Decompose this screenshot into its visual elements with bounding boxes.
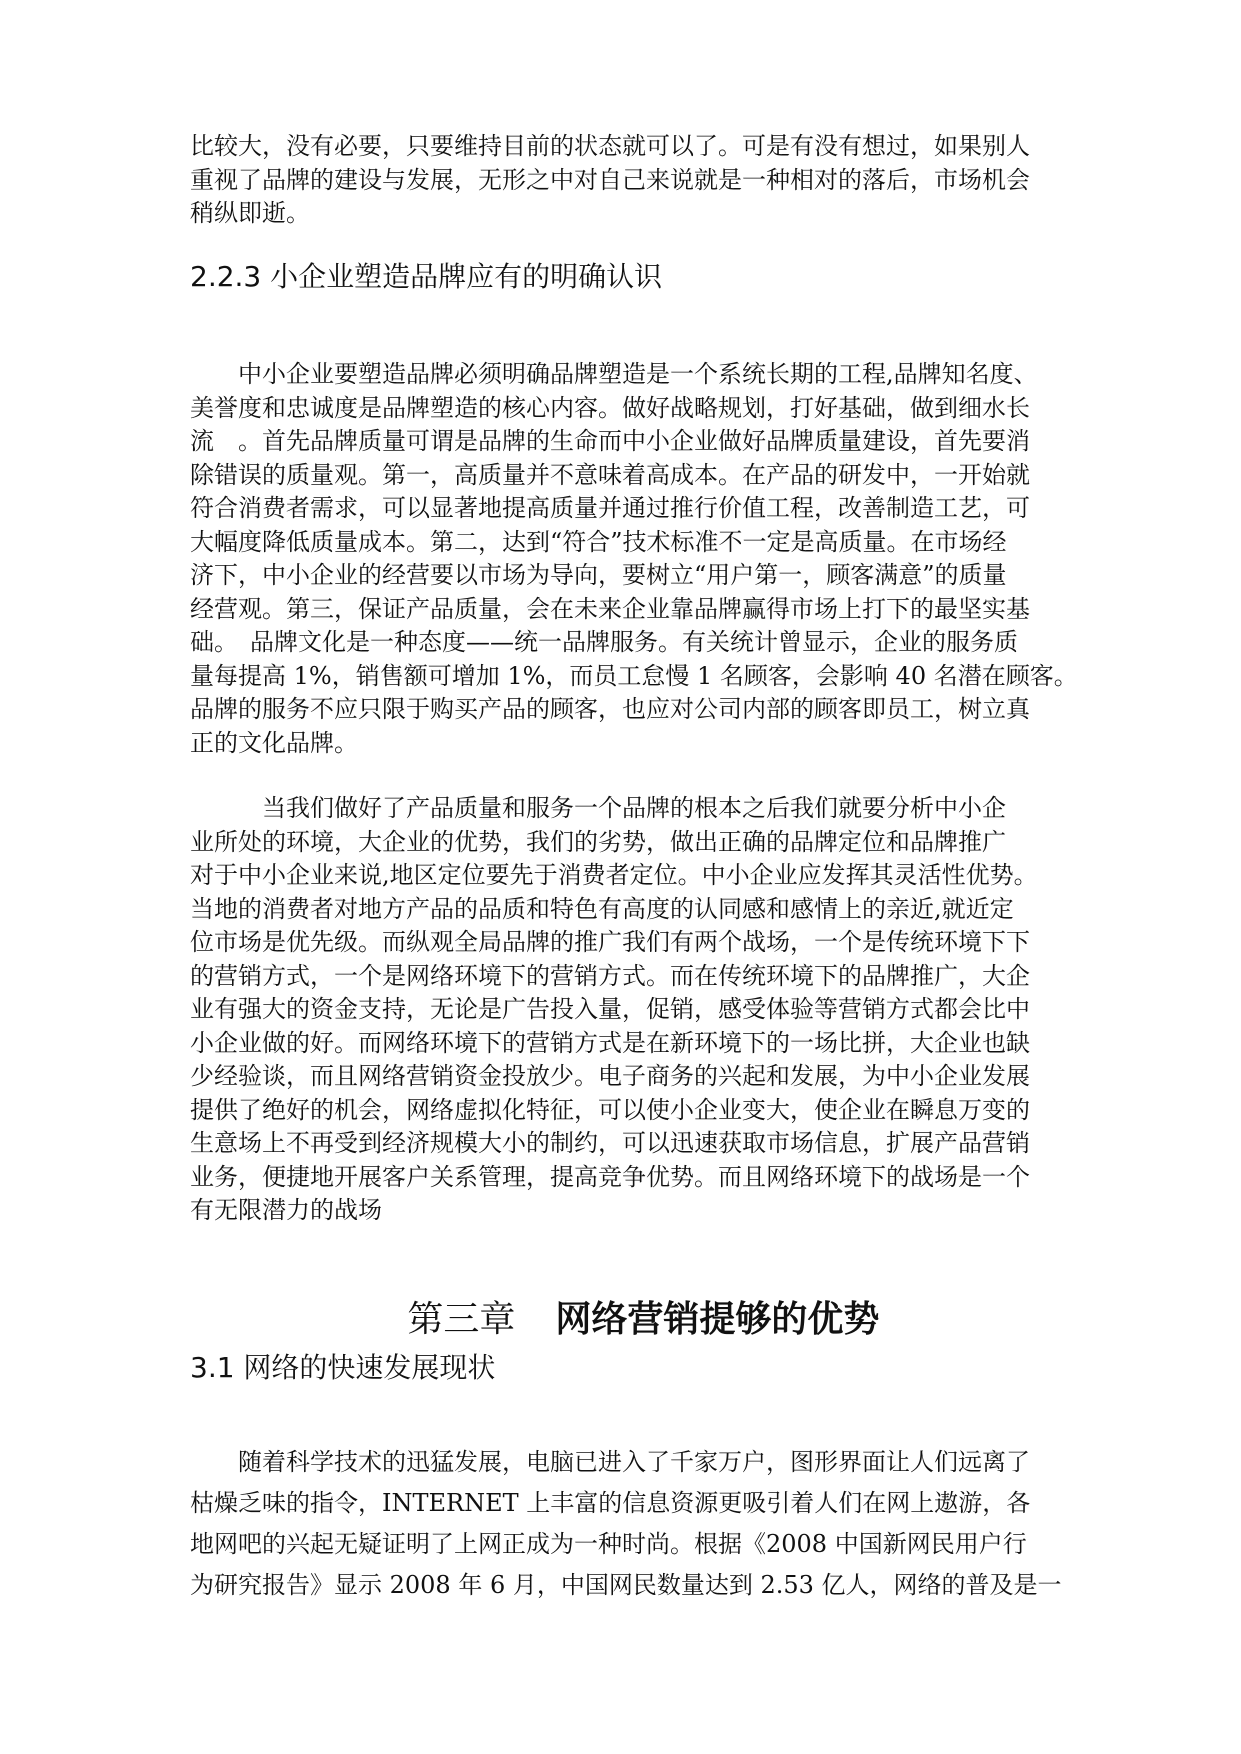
text-line: 小企业做的好。而网络环境下的营销方式是在新环境下的一场比拼，大企业也缺 — [190, 1028, 1030, 1057]
text-line: 品牌的服务不应只限于购买产品的顾客，也应对公司内部的顾客即员工，树立真 — [190, 695, 1030, 723]
text-line: 生意场上不再受到经济规模大小的制约，可以迅速获取市场信息，扩展产品营销 — [190, 1129, 1030, 1157]
text-line: 业有强大的资金支持，无论是广告投入量，促销，感受体验等营销方式都会比中 — [190, 995, 1030, 1023]
text-line: 当地的消费者对地方产品的品质和特色有高度的认同感和感情上的亲近,就近定 — [190, 894, 1014, 923]
text-line: 中小企业要塑造品牌必须明确品牌塑造是一个系统长期的工程,品牌知名度、 — [190, 360, 1038, 388]
text-line: 业务，便捷地开展客户关系管理，提高竞争优势。而且网络环境下的战场是一个 — [190, 1162, 1030, 1191]
text-line: 础。 品牌文化是一种态度——统一品牌服务。有关统计曾显示，企业的服务质 — [190, 628, 1018, 656]
text-line: 经营观。第三，保证产品质量，会在未来企业靠品牌赢得市场上打下的最坚实基 — [190, 594, 1030, 623]
text-line: 位市场是优先级。而纵观全局品牌的推广我们有两个战场，一个是传统环境下下 — [190, 928, 1030, 956]
text-line: 地网吧的兴起无疑证明了上网正成为一种时尚。根据《2008 中国新网民用户行 — [190, 1530, 1027, 1558]
paragraph-3-1 — [190, 1442, 1060, 1606]
section-heading-3-1: 3.1 网络的快速发展现状 — [190, 1351, 496, 1384]
paragraph-2-2-3-a — [190, 358, 1078, 760]
text-line: 量每提高 1%，销售额可增加 1%，而员工怠慢 1 名顾客，会影响 40 名潜在顾客。 — [190, 661, 1078, 690]
text-line: 有无限潜力的战场 — [190, 1196, 382, 1224]
text-line: 正的文化品牌。 — [190, 728, 358, 757]
section-heading-2-2-3: 2.2.3 小企业塑造品牌应有的明确认识 — [190, 260, 663, 293]
text-line: 美誉度和忠诚度是品牌塑造的核心内容。做好战略规划，打好基础，做到细水长 — [190, 393, 1030, 422]
text-line: 为研究报告》显示 2008 年 6 月，中国网民数量达到 2.53 亿人，网络的普及是一 — [190, 1571, 1062, 1599]
paragraph-intro — [190, 130, 1060, 231]
text-line: 稍纵即逝。 — [190, 199, 310, 227]
chapter-title — [0, 1254, 1241, 1386]
text-line: 比较大，没有必要，只要维持目前的状态就可以了。可是有没有想过，如果别人 — [190, 132, 1030, 160]
text-line: 枯燥乏味的指令，INTERNET 上丰富的信息资源更吸引着人们在网上遨游，各 — [190, 1489, 1031, 1517]
text-line: 对于中小企业来说,地区定位要先于消费者定位。中小企业应发挥其灵活性优势。 — [190, 861, 1038, 889]
paragraph-2-2-3-b — [190, 792, 1060, 1228]
text-line: 随着科学技术的迅猛发展，电脑已进入了千家万户，图形界面让人们远离了 — [190, 1448, 1030, 1476]
text-line: 符合消费者需求，可以显著地提高质量并通过推行价值工程，改善制造工艺，可 — [190, 494, 1030, 522]
text-line: 重视了品牌的建设与发展，无形之中对自己来说就是一种相对的落后，市场机会 — [190, 165, 1030, 194]
text-line: 的营销方式，一个是网络环境下的营销方式。而在传统环境下的品牌推广，大企 — [190, 961, 1030, 990]
text-line: 提供了绝好的机会，网络虚拟化特征，可以使小企业变大，使企业在瞬息万变的 — [190, 1095, 1030, 1124]
text-line: 大幅度降低质量成本。第二，达到“符合”技术标准不一定是高质量。在市场经 — [190, 527, 1007, 556]
text-line: 流 。首先品牌质量可谓是品牌的生命而中小企业做好品牌质量建设，首先要消 — [190, 427, 1030, 455]
text-line: 济下，中小企业的经营要以市场为导向，要树立“用户第一，顾客满意”的质量 — [190, 561, 1007, 589]
chapter-name: 网络营销提够的优势 — [555, 1299, 880, 1340]
text-line: 业所处的环境，大企业的优势，我们的劣势，做出正确的品牌定位和品牌推广 — [190, 827, 1006, 856]
chapter-number: 第三章 — [407, 1299, 516, 1340]
text-line: 少经验谈，而且网络营销资金投放少。电子商务的兴起和发展，为中小企业发展 — [190, 1062, 1030, 1090]
text-line: 当我们做好了产品质量和服务一个品牌的根本之后我们就要分析中小企 — [190, 794, 1006, 822]
text-line: 除错误的质量观。第一，高质量并不意味着高成本。在产品的研发中，一开始就 — [190, 460, 1030, 489]
